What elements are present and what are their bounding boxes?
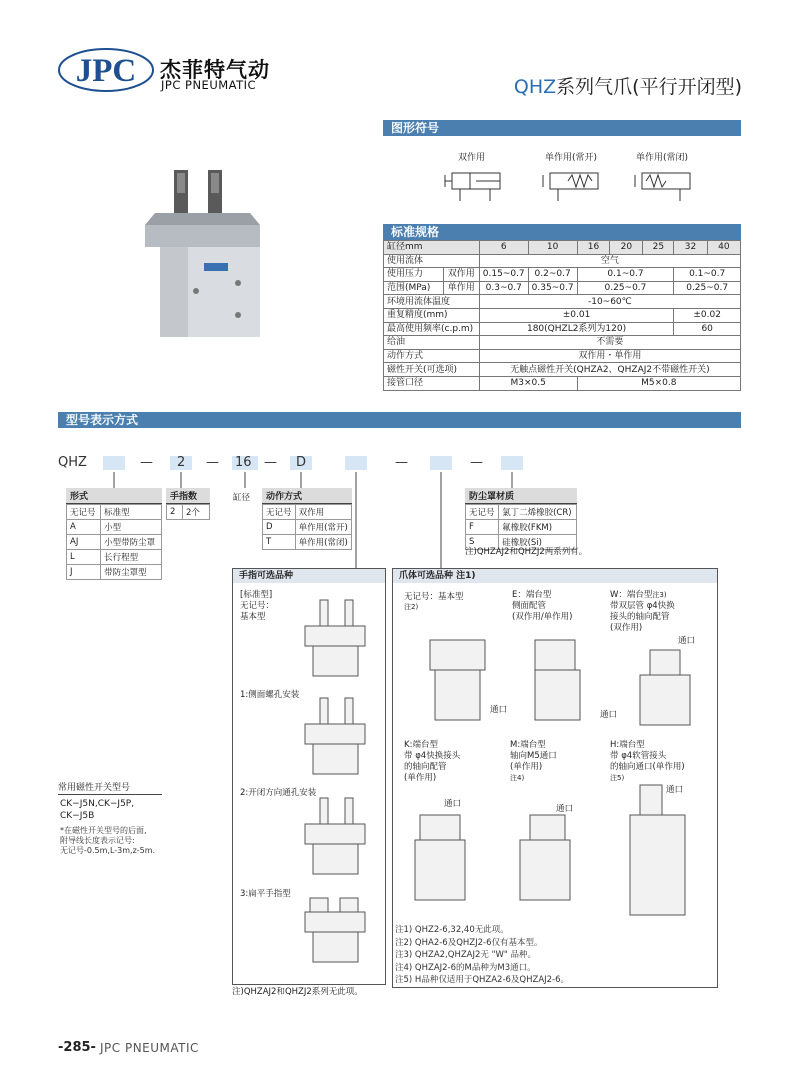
dust-note: 注)QHZAJ2和QHZJ2两系列有。	[465, 547, 588, 557]
switch-note: *在磁性开关型号的后面, 附导线长度表示记号: 无记号-0.5m,L-3m,z-5m.	[60, 826, 156, 855]
brand-name-en: JPC PNEUMATIC	[161, 78, 257, 92]
action-table-heading: 动作方式	[262, 488, 352, 504]
model-dash-1: —	[140, 455, 153, 470]
body-e-label: E：端台型 侧面配管 (双作用/单作用)	[512, 590, 573, 622]
body-options-notes: 注1) QHZ2-6,32,40无此项。 注2) QHA2-6及QHZJ2-6仅有基本型。 注3) QHZA2,QHZAJ2无 "W" 品种。 注4) QHZAJ2-6的M品种为M3通口。 注5) H品种仅适用于QHZA2-6及QHZAJ2-6。	[395, 925, 570, 985]
model-dash-5: —	[470, 455, 483, 470]
model-heading: 型号表示方式	[58, 412, 741, 428]
model-dash-2: —	[206, 455, 219, 470]
symbol-label-nc: 单作用(常闭)	[636, 153, 689, 163]
switch-divider	[58, 794, 162, 795]
bore-label: 缸径	[233, 493, 251, 503]
body-k-label: K:端台型 带 φ4快换接头 的轴向配管 (单作用)	[404, 740, 461, 783]
product-photo	[130, 165, 280, 350]
model-dash-4: —	[395, 455, 408, 470]
port-label-basic: 通口	[490, 705, 508, 715]
fingers-table: 手指数 2 2个	[166, 488, 210, 520]
body-options-heading: 爪体可选品种 注1)	[393, 569, 717, 583]
symbol-label-double: 双作用	[458, 153, 486, 163]
port-label-m: 通口	[556, 804, 574, 814]
symbol-single-no	[538, 163, 610, 205]
model-seg-action: D	[296, 455, 307, 470]
company-logo	[58, 48, 154, 92]
action-table: 动作方式 无记号 双作用 D 单作用(常开) T 单作用(常闭)	[262, 488, 352, 550]
form-table-heading: 形式	[66, 488, 162, 504]
title-rest: 系列气爪(平行开闭型)	[556, 76, 742, 98]
finger-opt-2: 2:开闭方向通孔安装	[240, 788, 317, 798]
title-series: QHZ	[513, 76, 557, 98]
page-title	[514, 72, 742, 99]
model-seg-dust	[501, 456, 523, 470]
port-label-h: 通口	[666, 785, 684, 795]
symbols-heading: 图形符号	[383, 120, 741, 136]
dust-table: 防尘罩材质 无记号 氯丁二烯橡胶(CR) F 氟橡胶(FKM) S 硅橡胶(Si)	[465, 488, 577, 550]
finger-options-heading: 手指可选品种	[233, 569, 385, 583]
body-m-label: M:端台型 轴向M5通口 (单作用) 注4)	[510, 740, 557, 782]
model-seg-bore: 16	[235, 455, 252, 470]
body-option-drawings	[400, 620, 710, 930]
symbol-label-no: 单作用(常开)	[545, 153, 598, 163]
port-label-w: 通口	[678, 636, 696, 646]
symbol-double-acting	[440, 163, 512, 205]
port-label-e: 通口	[600, 710, 618, 720]
finger-opt-note: 注)QHZAJ2和QHZJ2系列无此项。	[232, 987, 363, 997]
body-w-label: W：端台型注3) 带双层管 φ4快换 接头的轴向配管 (双作用)	[610, 590, 675, 633]
model-prefix: QHZ	[58, 455, 87, 470]
symbol-single-nc	[630, 163, 702, 205]
finger-option-drawings	[295, 598, 375, 983]
finger-opt-1: 1:侧面螺孔安装	[240, 690, 300, 700]
model-seg-body-opt	[430, 456, 452, 470]
finger-std-label: [标准型] 无记号： 基本型	[240, 590, 275, 622]
model-seg-finger-opt	[345, 456, 367, 470]
finger-opt-3: 3:扁平手指型	[240, 889, 291, 899]
model-seg-form	[103, 456, 125, 470]
body-h-label: H:端台型 带 φ4软管接头 的轴向通口(单作用) 注5)	[610, 740, 685, 782]
switch-models: CK−J5N,CK−J5P, CK−J5B	[60, 799, 135, 821]
footer-brand: JPC PNEUMATIC	[100, 1041, 199, 1055]
dust-table-heading: 防尘罩材质	[465, 488, 577, 504]
model-dash-3: —	[264, 455, 277, 470]
spec-heading: 标准规格	[383, 224, 741, 240]
form-table: 形式 无记号 标准型 A 小型 AJ 小型带防尘罩 L 长行程型 J 带防尘罩型	[66, 488, 162, 580]
page-number: -285-	[58, 1040, 96, 1055]
switch-heading: 常用磁性开关型号	[58, 783, 131, 793]
brand-name-cn: 杰菲特气动	[160, 58, 270, 82]
body-basic-label: 无记号：基本型 注2)	[404, 592, 464, 611]
logo-text: JPC	[75, 53, 137, 89]
spec-table: 缸径mm 6 10 16 20 25 32 40 使用流体 空气 使用压力 双作用 0.15~0.7 0.2~0.7 0.1~0.7 0.1~0.7 范围(MPa) 单作用 0.3~0.7 0.35~0.7 0.25~0.7 0.25~0.7 环境用流体温度 -10~60℃ 重复精度(mm) ±0.01 ±0.02 最高使用频率(c.p.m) 180(QHZL2系列为120) 60 给油 不需要 动作方式 双作用・单作用 磁性开关(可选项) 无触点磁性开关(QHZA2、QHZAJ2不带磁性开关) 接管口径 M3×0.5 M5×0.8	[383, 240, 741, 391]
model-seg-fingers: 2	[177, 455, 186, 470]
port-label-k: 通口	[444, 799, 462, 809]
fingers-table-heading: 手指数	[166, 488, 210, 504]
